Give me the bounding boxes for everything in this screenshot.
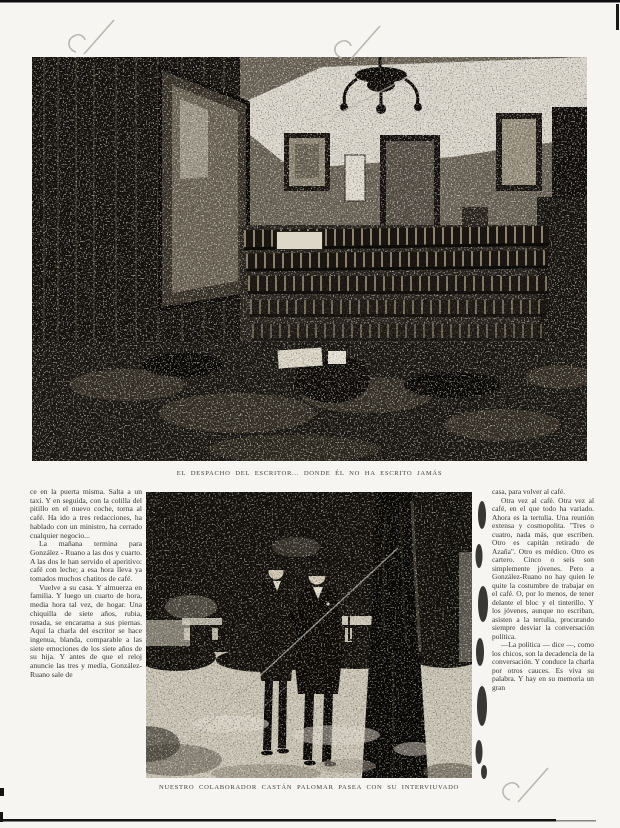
left-text-column: [30, 488, 142, 792]
paragraph: ce en la puerta misma. Salta a un taxi. Y en seguida, con la colilla del pitillo en el nuevo coche, torna al café. Ha ido a tres redacciones, ha hablado con un ministro, ha cerrado cualquier negocio...: [30, 488, 142, 540]
middle-photo-caption: NUESTRO COLABORADOR CASTÁN PALOMAR PASEA CON SU INTERVIUVADO: [158, 784, 459, 791]
right-text-column: [492, 488, 594, 794]
top-photo-caption: EL DESPACHO DEL ESCRITOR... DONDE ÉL NO HA ESCRITO JAMÁS: [176, 470, 443, 477]
paragraph: casa, para volver al café.: [492, 488, 566, 496]
bookshelf-row: [248, 276, 548, 294]
left-edge-tick: [0, 788, 4, 796]
paragraph: La mañana termina para González - Ruano a las dos y cuarto. A las dos le han servido el aperitivo: café con leche; a esa hora lleva ya tomados muchos chatitos de café.: [30, 539, 142, 584]
top-rule: [0, 0, 620, 3]
bookshelf-row: [246, 250, 548, 271]
white-books-block: [277, 232, 322, 249]
park-walk-illustration: [146, 492, 472, 778]
bookshelf-row: [252, 324, 544, 341]
photo-two-men-walking: [146, 492, 472, 778]
left-edge-tick: [0, 812, 3, 822]
right-edge-mark: [616, 4, 619, 30]
bottom-rule: [0, 819, 556, 822]
paragraph: Otra vez al café. Otra vez al café, en el que todo ha variado. Ahora es la tertulia. Una reunión extensa y cosmopolita. "Tres o cuatro, nada más, que escriben. Otro es capitán retirado de Azaña". Otro es médico. Otro es cartero. Cinco o seis son simplemente jóvenes. Pero a González-Ruano no hay quien le quite la costumbre de trabajar en el café. O, por lo menos, de tener delante el bloc y el tinterillo. Y los jóvenes, aunque no escriban, asisten a la tertulia, procurando siempre desviar la conversación política.: [492, 495, 594, 641]
photo-study-interior: [32, 57, 587, 461]
gutter-ink-blots: [476, 501, 489, 779]
paragraph: Vuelve a su casa. Y almuerza en familia. Y luego un cuarto de hora, media hora tal vez, de hogar. Una chiquilla de siete años, rubia, rosada, se encarama a sus piernas. Aquí la charla del escritor se hace ingenua, blanda, comparable a las siete emociones de los siete años de su hija. Y antes de que el reloj anuncie las tres y media, González-Ruano sale de: [30, 582, 142, 679]
bookshelf-row: [250, 300, 546, 317]
paragraph: —La política — dice —, como los chicos, son la decadencia de la conversación. Y conduce la charla por otros cauces. Es viva su palabra. Y hay en su memoria un gran: [492, 640, 594, 692]
